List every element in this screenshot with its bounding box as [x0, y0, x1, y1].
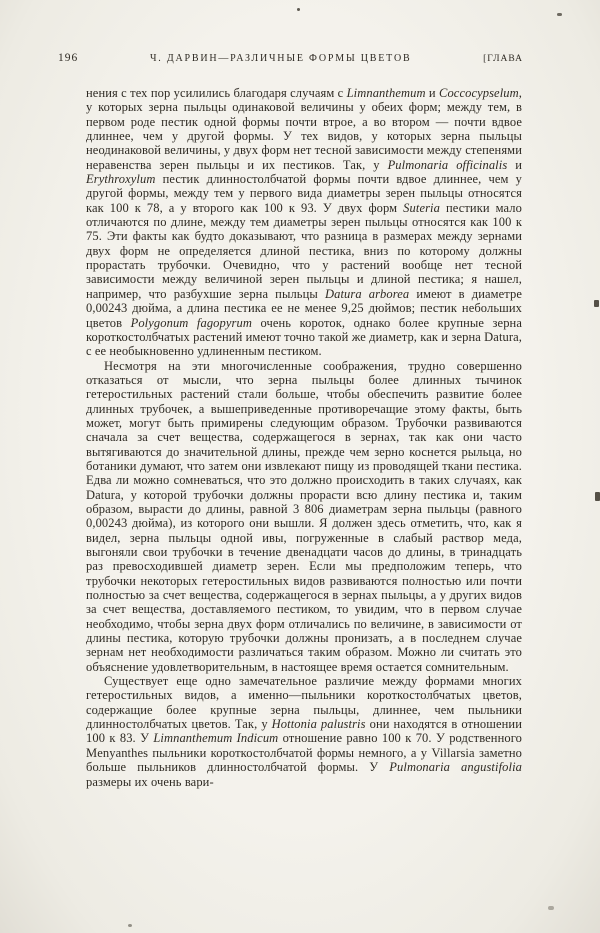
- species-name: Suteria: [403, 200, 440, 215]
- page-header: [58, 52, 523, 64]
- text-run: пестик длинностолбчатой формы почти вдвое длиннее, чем у другой формы, между тем у первого вида диаметры зерен пыльцы относятся как 100 к 78, а у второго как 100 к 93. У двух форм: [86, 172, 522, 215]
- scan-speckle: [595, 492, 600, 501]
- scan-speckle: [128, 924, 132, 927]
- species-name: Limnanthemum: [346, 86, 426, 100]
- text-run: Существует еще одно замечательное различие между формами многих гетеростильных видов, а именно—пыльники короткостолбчатых цветов, содержащие более крупные зерна пыльцы, длиннее, чем пыльники длинностолбчатых цветов. Так, у: [86, 674, 522, 732]
- species-name: Coccocypselum: [439, 86, 519, 100]
- text-run: нения с тех пор усилились благодаря случаям с: [86, 86, 347, 100]
- text-run: очень короток, однако более крупные зерна короткостолбчатых растений имеют точно такой же диаметр, как и зерна Datura, с ее необыкновенно удлиненным пестиком.: [86, 315, 522, 359]
- species-name: Hottonia palustris: [271, 717, 366, 732]
- text-run: пестики мало отличаются по длине, между тем диаметры зерен пыльцы относятся как 100 к 75. Эти факты как будто доказывают, что разница в размерах между зернами двух форм не определяется длиной пестика, вниз по которому должны прорастать трубочки. Очевидно, что у растений вообще нет тесной зависимости между величиной зерен пыльцы и длиной пестика; я нашел, например, что разбухшие зерна пыльцы: [86, 200, 522, 301]
- text-run: размеры их очень вари-: [86, 774, 214, 789]
- scan-speckle: [548, 906, 554, 910]
- paragraph: [86, 86, 522, 359]
- species-name: Limnanthemum Indicum: [153, 731, 279, 746]
- chapter-label: [ГЛАВА: [483, 54, 523, 64]
- text-run: отношение равно 100 к 70. У родственного Menyanthes пыльники короткостолбчатой формы немного, а у Villarsia заметно больше пыльников длинностолбчатой формы. У: [86, 731, 522, 775]
- text-run: , у которых зерна пыльцы одинаковой величины у обеих форм; между тем, в первом роде пестик одной формы почти втрое, а во втором — почти вдвое длиннее, чем у другой формы. У тех видов, у которых зерна пыльцы неодинаковой величины, у двух форм нет тесной зависимости между степенями неравенства зерен пыльцы и их пестиков. Так, у: [86, 86, 522, 172]
- scan-speckle: [594, 300, 599, 307]
- species-name: Datura arborea: [324, 286, 410, 301]
- species-name: Polygonum fagopyrum: [130, 315, 252, 330]
- species-name: Pulmonaria officinalis: [387, 157, 508, 172]
- text-block: [86, 86, 522, 789]
- text-run: Несмотря на эти многочисленные соображения, трудно совершенно отказаться от мысли, что зерна пыльцы более длинных тычинок гетеростильных растений стали больше, чтобы обеспечить развитие более длинных трубочек, а вышеприведенные противоречащие этому факты, быть может, могут быть примирены следующим образом. Трубочки развиваются сначала за счет вещества, содержащегося в зернах, так как они часто вытягиваются до значительной длины, прежде чем зерно коснется рыльца, но ботаники думают, что затем они извлекают пищу из проводящей ткани пестика. Едва ли можно сомневаться, что это должно происходить в таких случаях, как Datura, у которой трубочки должны прорасти всю длину пестика и, таким образом, вырасти до длины, равной 3 806 диаметрам зерна пыльцы (равного 0,00243 дюйма), из которого они вышли. Я должен здесь отметить, что, как я видел, зерна пыльцы одной ивы, погруженные в слабый раствор меда, выгоняли свои трубочки в течение двенадцати часов до длины, в тринадцать раз превосходившей диаметр зерен. Если мы предположим теперь, что трубочки некоторых гетеростильных видов развиваются полностью или почти полностью за счет вещества, содержащегося в зернах пыльцы, а у других видов за счет вещества, доставляемого пестиком, то увидим, что в первом случае необходимо, чтобы зерна двух форм отличались по величине, в зависимости от длины пестика, которую трубочки должны пронизать, а в последнем случае зернам нет необходимости различаться таким образом. Можно ли считать это объяснение удовлетворительным, в настоящее время остается сомнительным.: [86, 358, 522, 674]
- text-run: и: [507, 157, 522, 172]
- text-run: и: [425, 86, 440, 100]
- scan-speckle: [297, 8, 300, 11]
- text-run: они находятся в отношении 100 к 83. У: [86, 717, 522, 746]
- paragraph: [86, 674, 522, 789]
- species-name: Erythroxylum: [86, 172, 156, 187]
- species-name: Pulmonaria angustifolia: [389, 760, 522, 775]
- page-number: 196: [58, 52, 79, 64]
- text-run: имеют в диаметре 0,00243 дюйма, а длина пестика ее не менее 9,25 дюймов; пестик небольших цветов: [86, 286, 523, 330]
- running-title: Ч. ДАРВИН—РАЗЛИЧНЫЕ ФОРМЫ ЦВЕТОВ: [149, 53, 412, 64]
- paragraph: [86, 359, 522, 675]
- scan-speckle: [557, 13, 562, 16]
